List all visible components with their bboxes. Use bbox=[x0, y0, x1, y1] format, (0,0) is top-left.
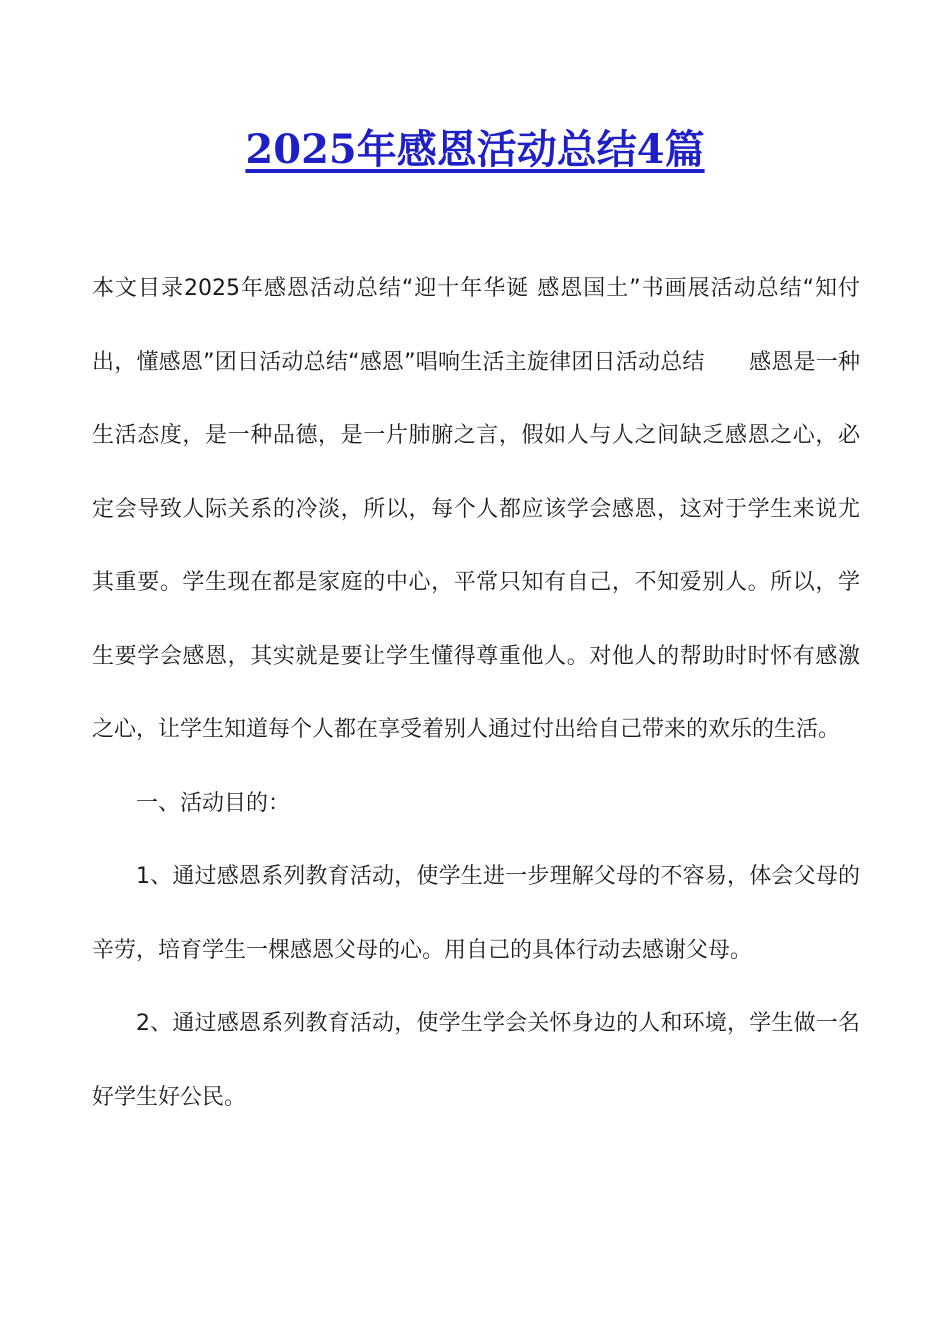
list-item-2: 2、通过感恩系列教育活动，使学生学会关怀身边的人和环境，学生做一名好学生好公民。 bbox=[92, 1011, 860, 1110]
intro-paragraph: 本文目录2025年感恩活动总结“迎十年华诞 感恩国土”书画展活动总结“知付出，懂感恩”团日活动总结“感恩”唱响生活主旋律团日活动总结 感恩是一种生活态度，是一种品德，是一片肺腑之言，假如人与人之间缺乏感恩之心，必定会导致人际关系的冷淡，所以，每个人都应该学会感恩，这对于学生来说尤其重要。学生现在都是家庭的中心，平常只知有自己，不知爱别人。所以，学生要学会感恩，其实就是要让学生懂得尊重他人。对他人的帮助时时怀有感激之心，让学生知道每个人都在享受着别人通过付出给自己带来的欢乐的生活。 bbox=[92, 276, 860, 742]
section-heading-activity-purpose: 一、活动目的： bbox=[136, 790, 291, 816]
list-item-1: 1、通过感恩系列教育活动，使学生进一步理解父母的不容易，体会父母的辛劳，培育学生一棵感恩父母的心。用自己的具体行动去感谢父母。 bbox=[92, 864, 860, 963]
document-body bbox=[92, 252, 860, 1134]
document-title[interactable]: 2025年感恩活动总结4篇 bbox=[245, 126, 705, 173]
